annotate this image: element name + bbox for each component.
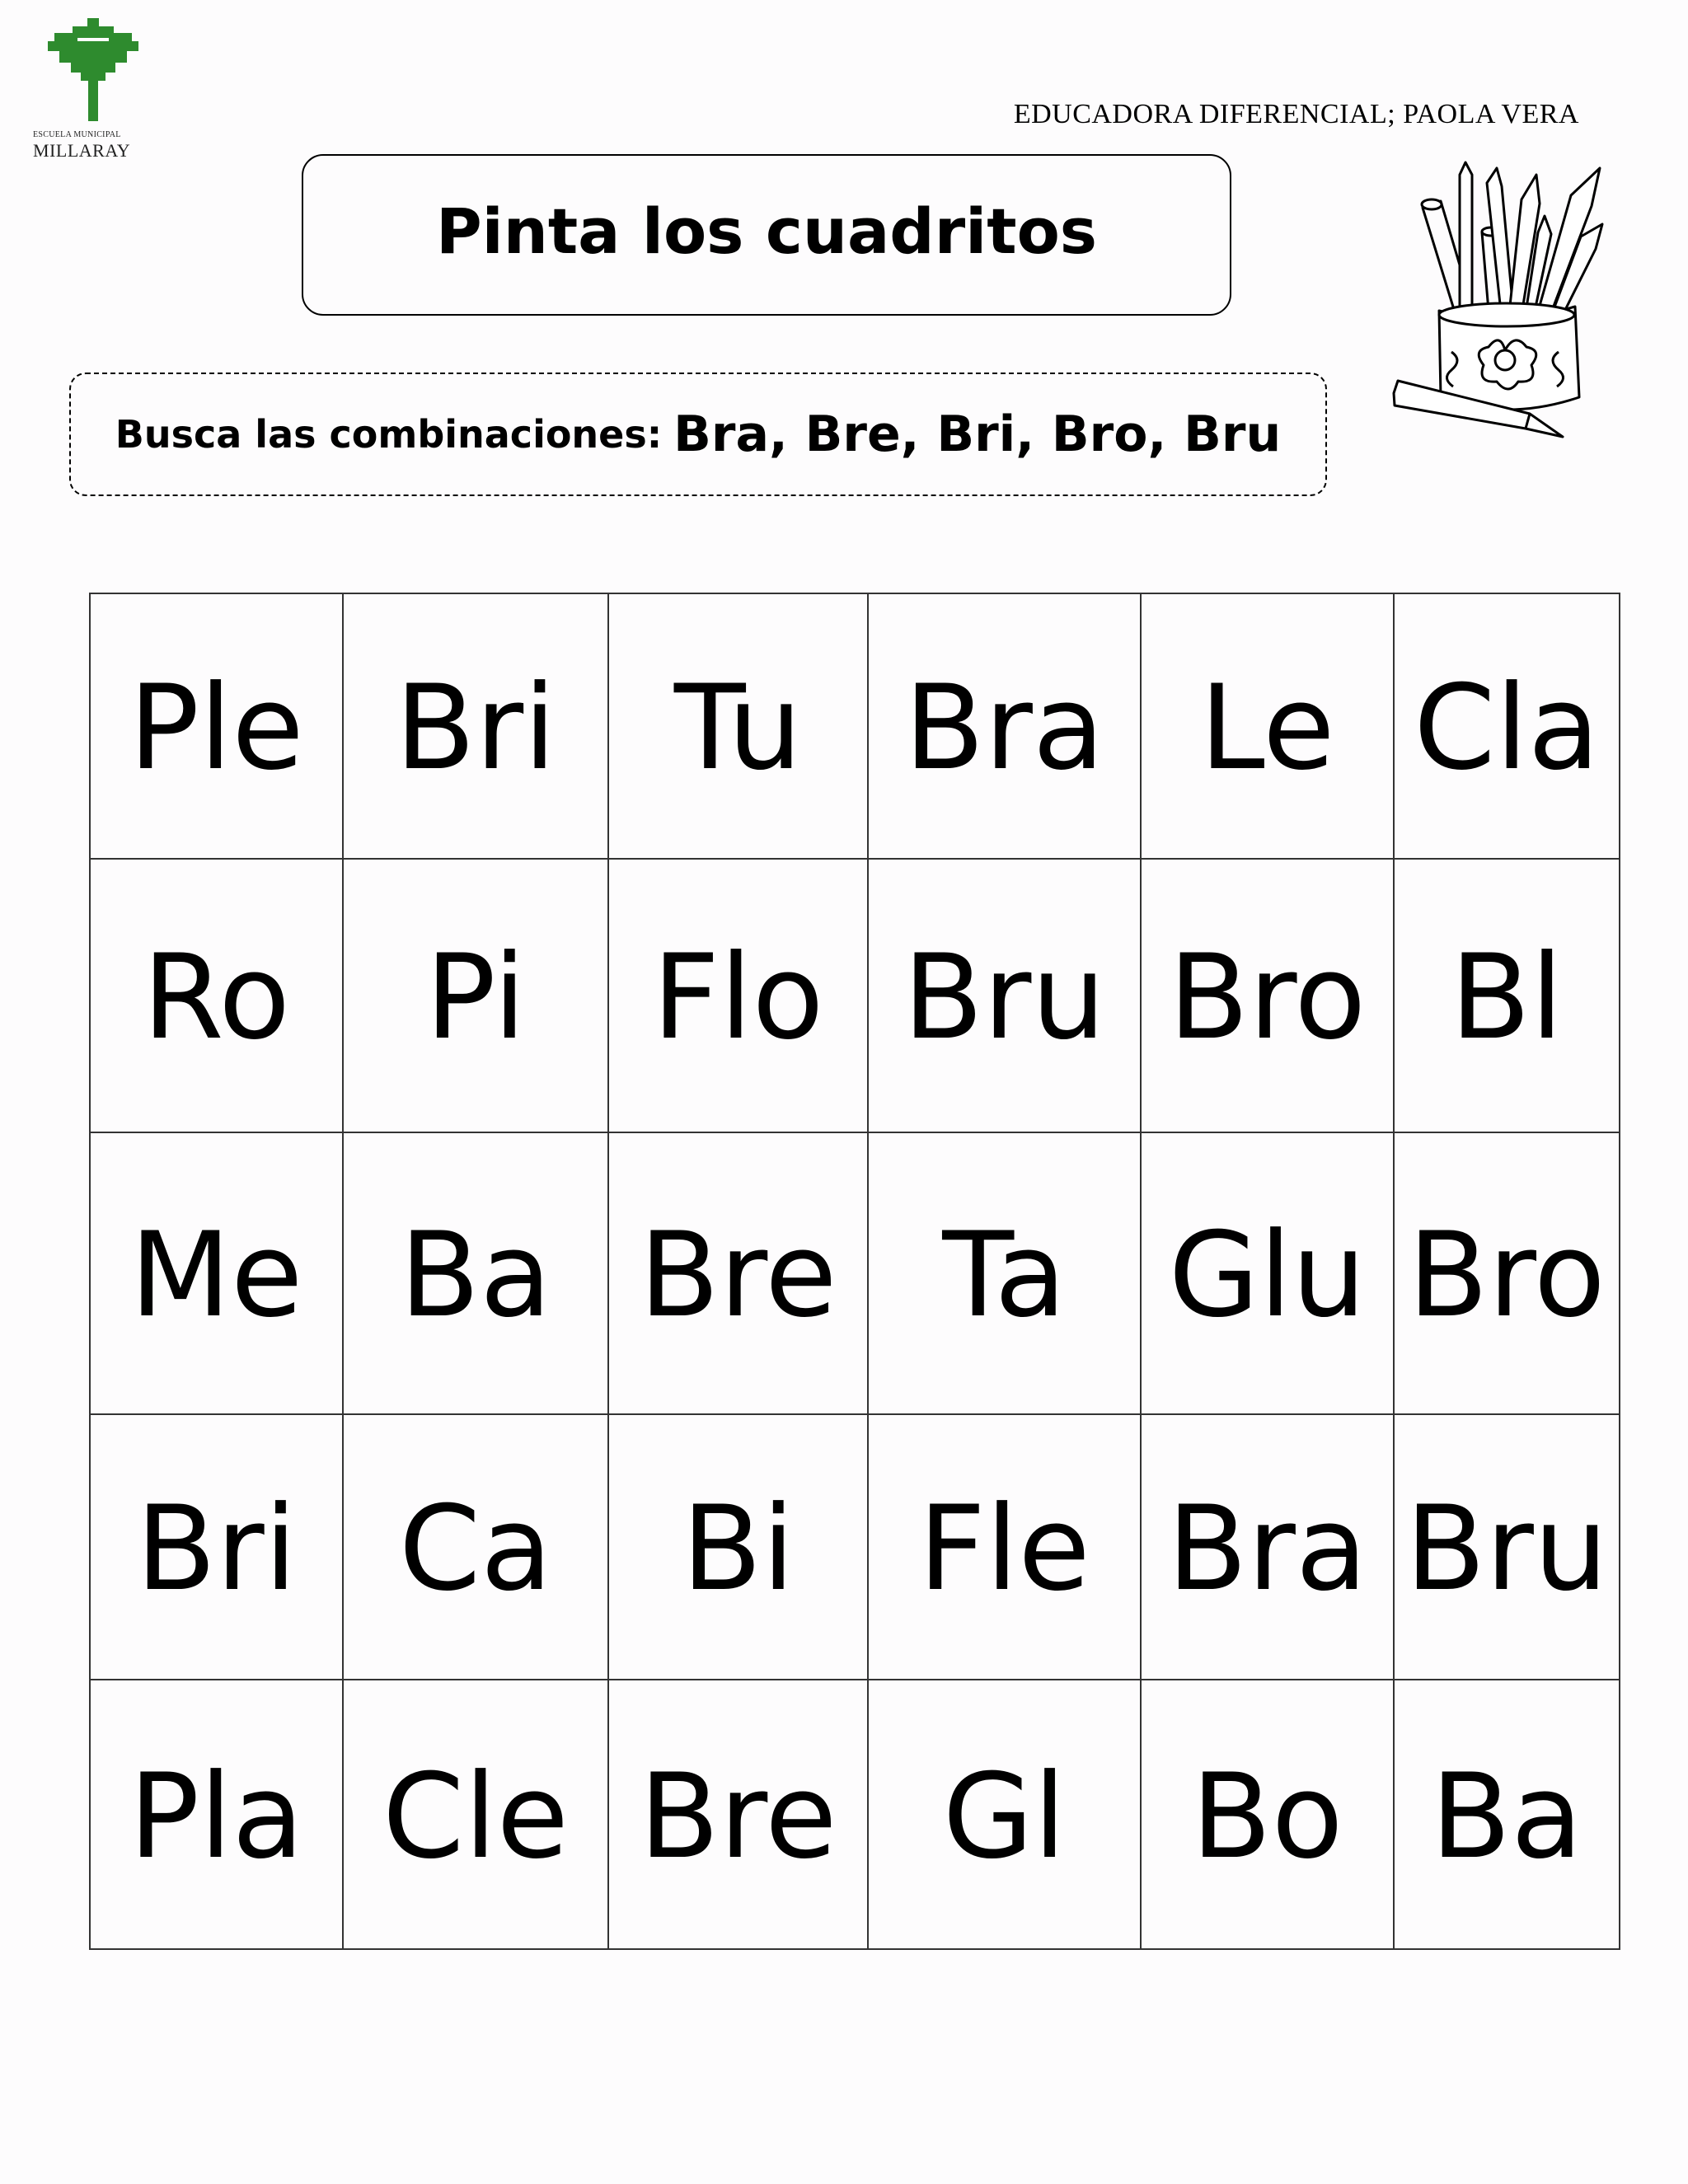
syllable-cell[interactable]: Bra xyxy=(868,593,1141,859)
syllable-cell[interactable]: Bl xyxy=(1394,859,1620,1132)
syllable-cell[interactable]: Me xyxy=(90,1132,343,1414)
syllable-cell[interactable]: Bri xyxy=(90,1414,343,1680)
syllable-cell[interactable]: Pla xyxy=(90,1680,343,1949)
syllable-cell[interactable]: Bre xyxy=(608,1132,868,1414)
school-name: MILLARAY xyxy=(33,140,131,161)
syllable-cell[interactable]: Bri xyxy=(343,593,608,859)
syllable-cell[interactable]: Tu xyxy=(608,593,868,859)
syllable-cell[interactable]: Ba xyxy=(1394,1680,1620,1949)
syllable-cell[interactable]: Cle xyxy=(343,1680,608,1949)
syllable-cell[interactable]: Bra xyxy=(1141,1414,1394,1680)
syllable-cell[interactable]: Ca xyxy=(343,1414,608,1680)
syllable-grid xyxy=(89,593,1620,1950)
syllable-cell[interactable]: Glu xyxy=(1141,1132,1394,1414)
syllable-cell[interactable]: Bru xyxy=(868,859,1141,1132)
pencil-cup-icon xyxy=(1390,158,1620,447)
syllable-cell[interactable]: Gl xyxy=(868,1680,1141,1949)
syllable-cell[interactable]: Ta xyxy=(868,1132,1141,1414)
syllable-cell[interactable]: Ple xyxy=(90,593,343,859)
syllable-cell[interactable]: Flo xyxy=(608,859,868,1132)
school-logo xyxy=(31,18,155,161)
syllable-cell[interactable]: Ba xyxy=(343,1132,608,1414)
page-title: Pinta los cuadritos xyxy=(435,194,1098,268)
tree-logo-icon xyxy=(48,18,138,121)
teacher-name: EDUCADORA DIFERENCIAL; PAOLA VERA xyxy=(1013,99,1579,129)
syllable-cell[interactable]: Cla xyxy=(1394,593,1620,859)
syllable-cell[interactable]: Fle xyxy=(868,1414,1141,1680)
school-label: ESCUELA MUNICIPAL xyxy=(33,130,121,139)
syllable-cell[interactable]: Ro xyxy=(90,859,343,1132)
syllable-cell[interactable]: Le xyxy=(1141,593,1394,859)
title-box xyxy=(302,154,1231,316)
syllable-cell[interactable]: Bo xyxy=(1141,1680,1394,1949)
syllable-cell[interactable]: Bru xyxy=(1394,1414,1620,1680)
syllable-cell[interactable]: Pi xyxy=(343,859,608,1132)
syllable-cell[interactable]: Bre xyxy=(608,1680,868,1949)
instruction-label: Busca las combinaciones: xyxy=(115,412,663,457)
instruction-combinations: Bra, Bre, Bri, Bro, Bru xyxy=(673,405,1282,463)
syllable-cell[interactable]: Bro xyxy=(1141,859,1394,1132)
instruction-box xyxy=(69,373,1327,496)
syllable-cell[interactable]: Bro xyxy=(1394,1132,1620,1414)
syllable-cell[interactable]: Bi xyxy=(608,1414,868,1680)
